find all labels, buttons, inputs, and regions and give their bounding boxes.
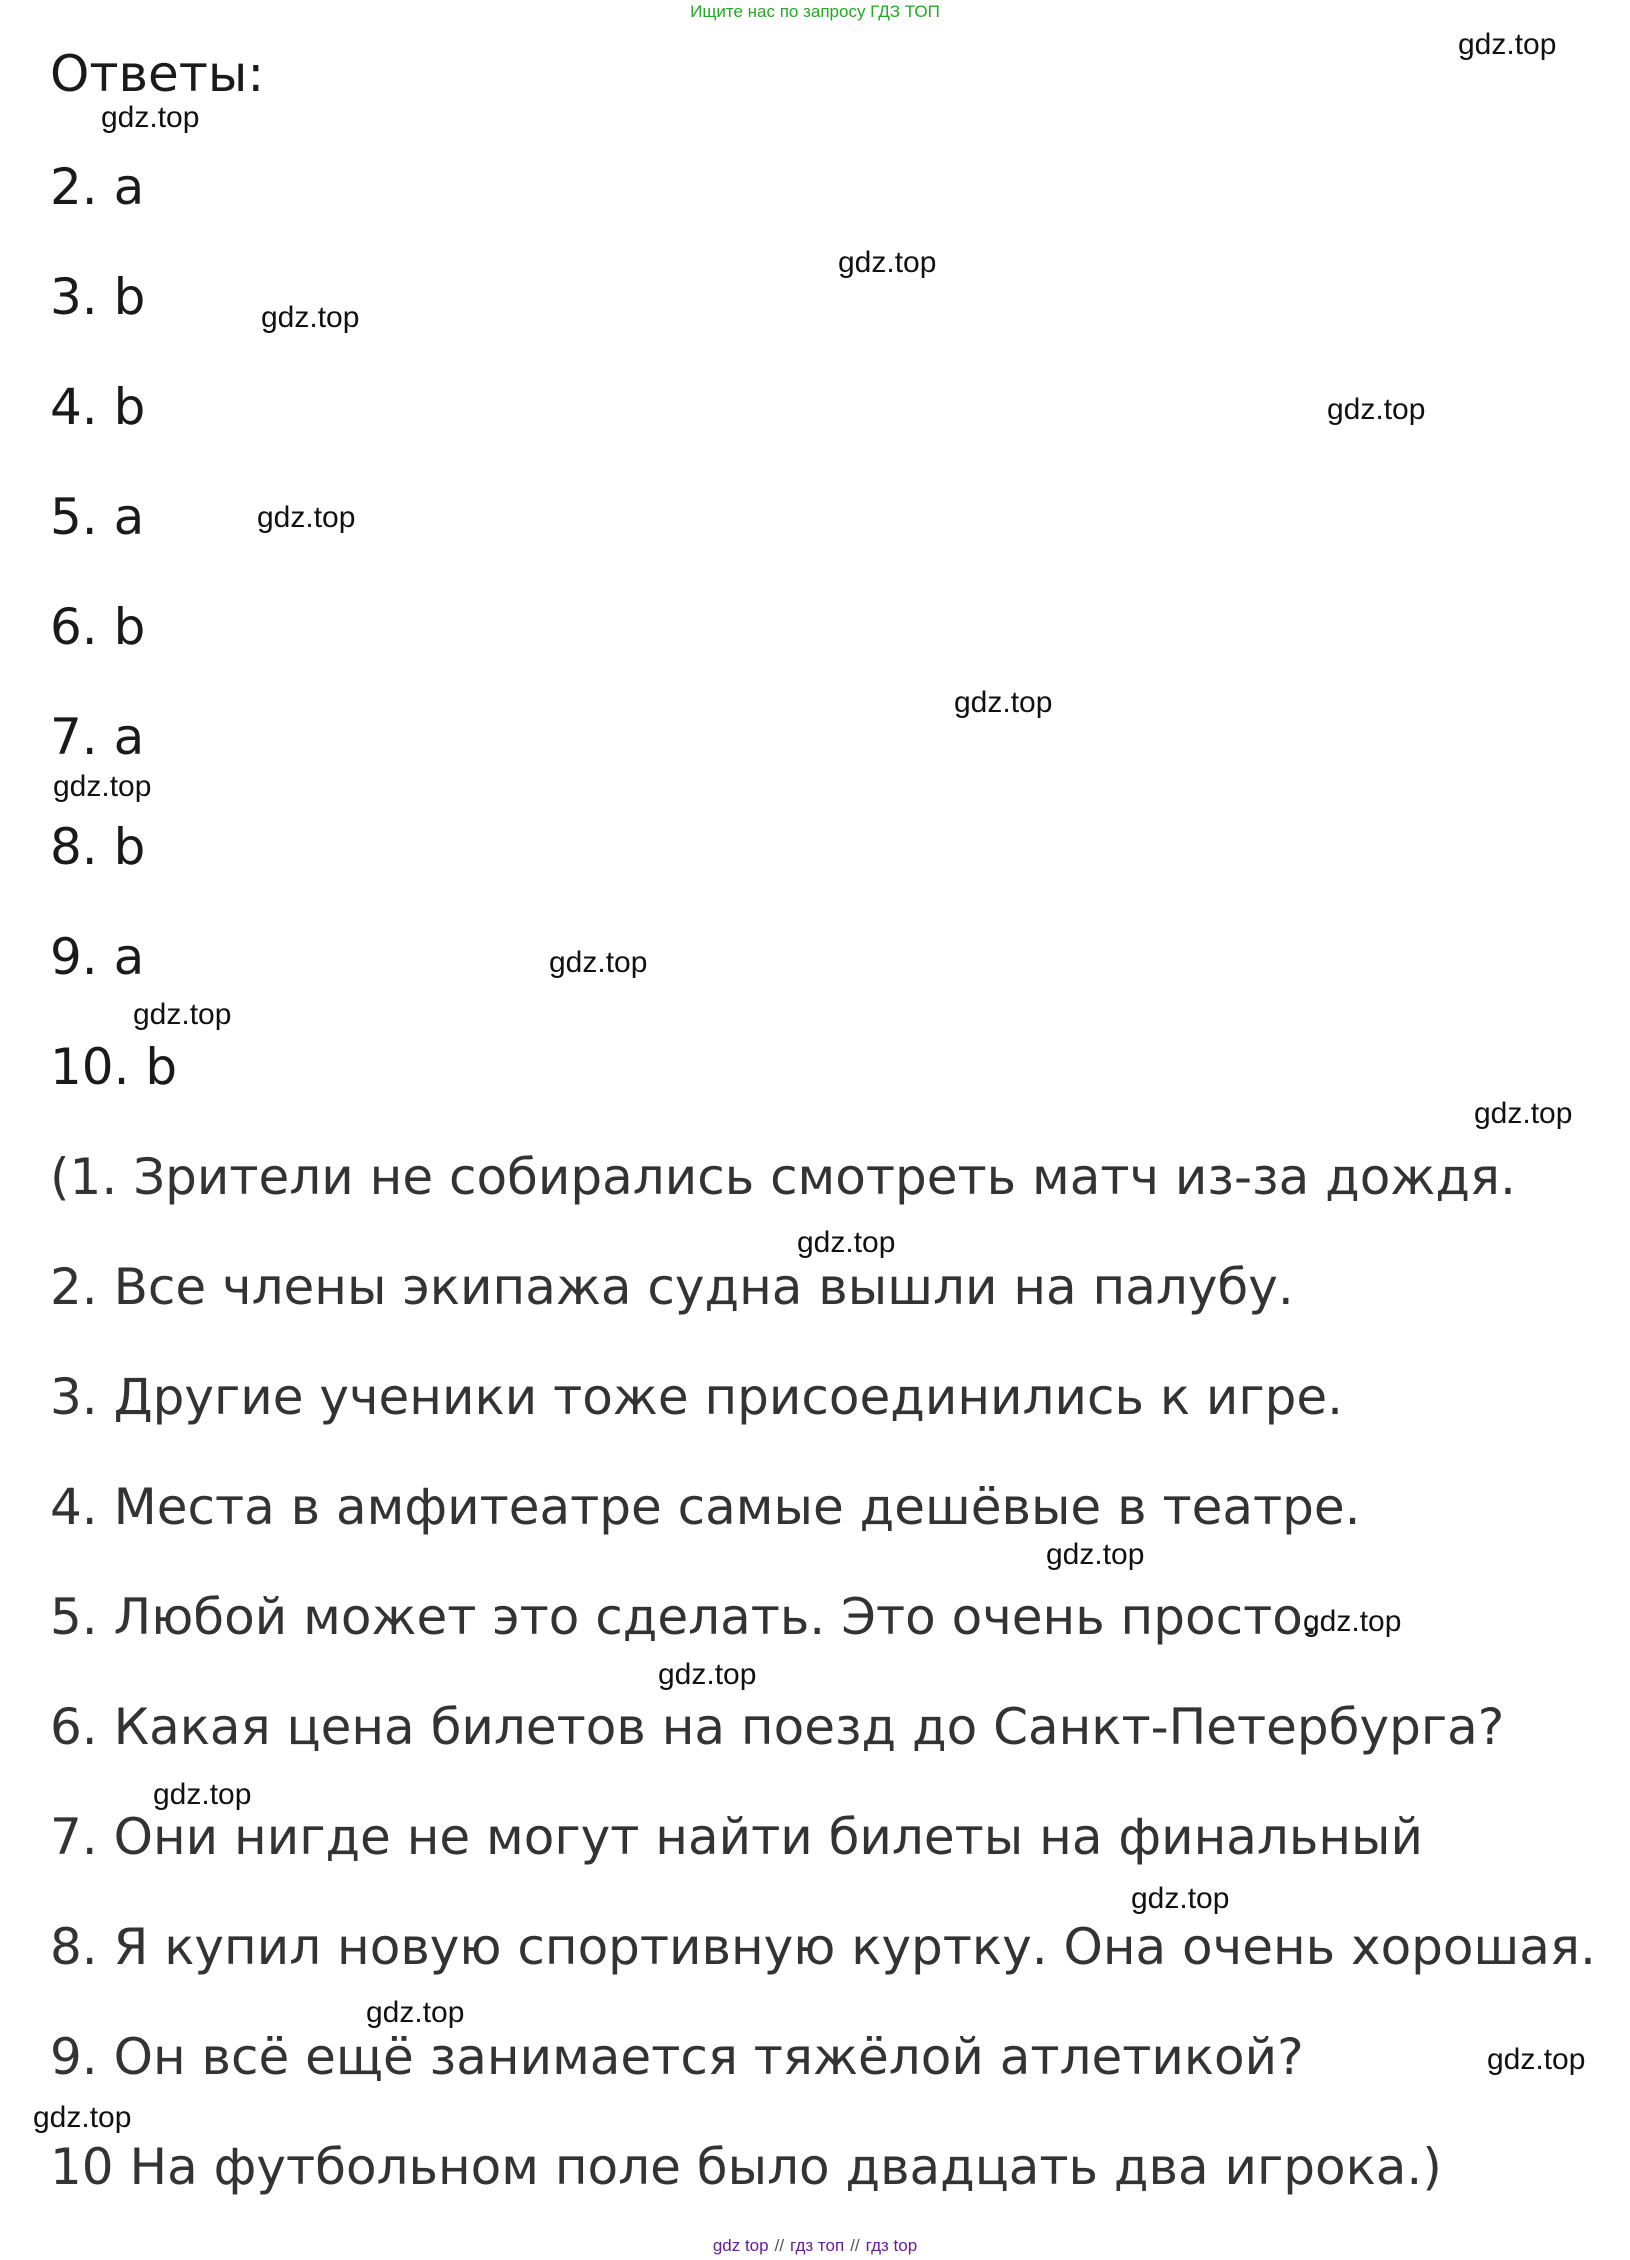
watermark: gdz.top bbox=[1131, 1882, 1230, 1915]
watermark: gdz.top bbox=[1303, 1605, 1402, 1638]
translation-line: 2. Все члены экипажа судна вышли на палубу. bbox=[50, 1258, 1294, 1316]
watermark: gdz.top bbox=[257, 501, 356, 534]
translation-line: 5. Любой может это сделать. Это очень просто. bbox=[50, 1588, 1319, 1646]
translation-line: 10 На футбольном поле было двадцать два игрока.) bbox=[50, 2138, 1442, 2196]
watermark: gdz.top bbox=[53, 770, 152, 803]
page-title: Ответы: bbox=[50, 45, 265, 103]
answer-item: 2. a bbox=[50, 158, 145, 216]
watermark: gdz.top bbox=[797, 1226, 896, 1259]
watermark: gdz.top bbox=[153, 1778, 252, 1811]
translation-line: 8. Я купил новую спортивную куртку. Она очень хорошая. bbox=[50, 1918, 1596, 1976]
answer-item: 8. b bbox=[50, 818, 146, 876]
watermark: gdz.top bbox=[954, 686, 1053, 719]
watermark: gdz.top bbox=[549, 946, 648, 979]
footer-part-2: гдз топ bbox=[790, 2236, 845, 2255]
translation-line: 6. Какая цена билетов на поезд до Санкт-Петербурга? bbox=[50, 1698, 1505, 1756]
watermark: gdz.top bbox=[101, 101, 200, 134]
answer-item: 7. a bbox=[50, 708, 145, 766]
answer-item: 6. b bbox=[50, 598, 146, 656]
answer-item: 10. b bbox=[50, 1038, 178, 1096]
watermark: gdz.top bbox=[1458, 28, 1557, 61]
footer-separator: // bbox=[774, 2236, 785, 2255]
watermark: gdz.top bbox=[1474, 1097, 1573, 1130]
watermark: gdz.top bbox=[838, 246, 937, 279]
watermark: gdz.top bbox=[33, 2101, 132, 2134]
watermark: gdz.top bbox=[1046, 1538, 1145, 1571]
watermark: gdz.top bbox=[133, 998, 232, 1031]
watermark: gdz.top bbox=[366, 1996, 465, 2029]
translation-line: 3. Другие ученики тоже присоединились к игре. bbox=[50, 1368, 1344, 1426]
footer-part-3: гдз top bbox=[865, 2236, 918, 2255]
translation-line: 4. Места в амфитеатре самые дешёвые в театре. bbox=[50, 1478, 1361, 1536]
watermark: gdz.top bbox=[1487, 2043, 1586, 2076]
footer-watermark bbox=[0, 2232, 1630, 2260]
translation-line: (1. Зрители не собирались смотреть матч из-за дождя. bbox=[50, 1148, 1516, 1206]
top-banner: Ищите нас по запросу ГДЗ ТОП bbox=[690, 2, 940, 21]
translation-line: 9. Он всё ещё занимается тяжёлой атлетикой? bbox=[50, 2028, 1304, 2086]
answer-item: 9. a bbox=[50, 928, 145, 986]
watermark: gdz.top bbox=[1327, 393, 1426, 426]
watermark: gdz.top bbox=[261, 301, 360, 334]
footer-part-1: gdz top bbox=[712, 2236, 769, 2255]
answer-item: 4. b bbox=[50, 378, 146, 436]
answer-item: 5. a bbox=[50, 488, 145, 546]
answer-item: 3. b bbox=[50, 268, 146, 326]
footer-separator: // bbox=[850, 2236, 860, 2255]
translation-line: 7. Они нигде не могут найти билеты на финальный bbox=[50, 1808, 1424, 1866]
watermark: gdz.top bbox=[658, 1658, 757, 1691]
